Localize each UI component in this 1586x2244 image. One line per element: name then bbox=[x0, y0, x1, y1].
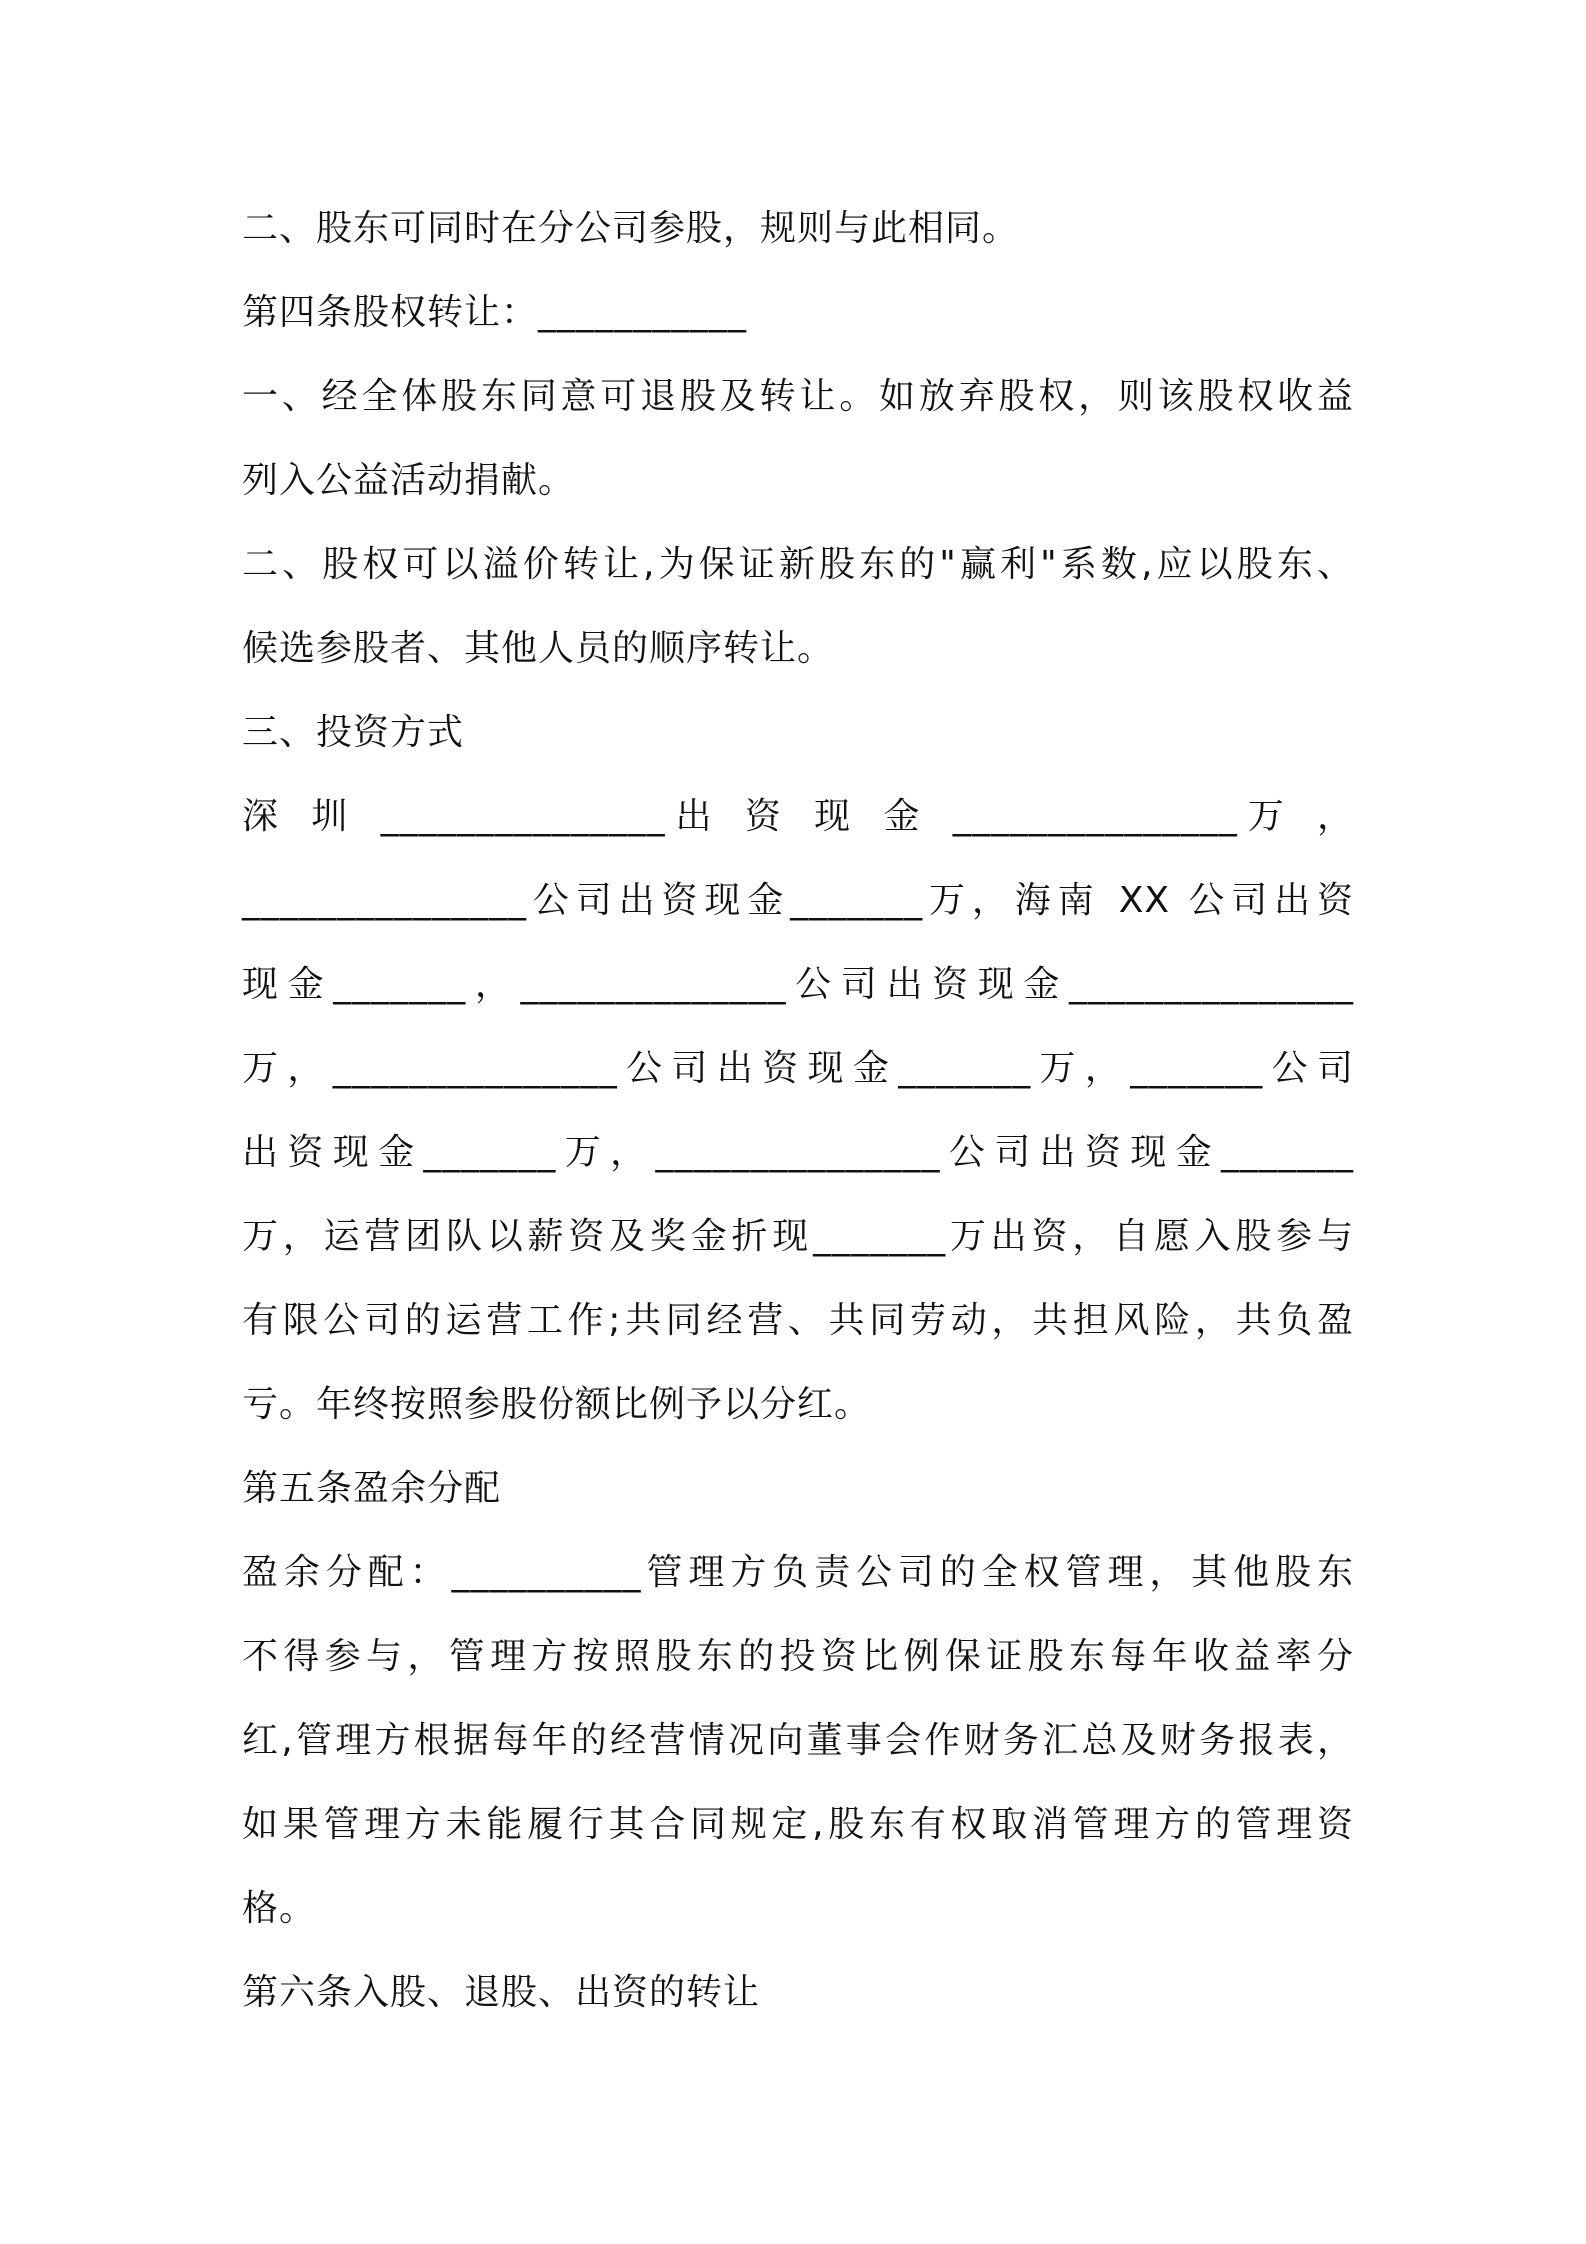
paragraph-line: 二、股东可同时在分公司参股，规则与此相同。 bbox=[242, 208, 1020, 249]
paragraph-line: 深 圳 _______________出 资 现 金 _______________万 ， bbox=[242, 796, 1354, 837]
paragraph-line: _______________公司出资现金_______万，海南 XX 公司出资 bbox=[242, 880, 1354, 921]
paragraph-line: 列入公益活动捐献。 bbox=[242, 460, 576, 501]
paragraph-line: 红,管理方根据每年的经营情况向董事会作财务汇总及财务报表， bbox=[242, 1720, 1354, 1761]
paragraph-line: 盈余分配：__________管理方负责公司的全权管理，其他股东 bbox=[242, 1552, 1354, 1593]
paragraph-line: 一、经全体股东同意可退股及转让。如放弃股权，则该股权收益 bbox=[242, 376, 1354, 417]
paragraph-line: 如果管理方未能履行其合同规定,股东有权取消管理方的管理资 bbox=[242, 1804, 1354, 1845]
article-heading: 第四条股权转让：___________ bbox=[242, 292, 748, 333]
paragraph-line: 万，运营团队以薪资及奖金折现_______万出资，自愿入股参与 bbox=[242, 1216, 1354, 1257]
paragraph-line: 现金_______，______________公司出资现金_______________ bbox=[242, 964, 1354, 1005]
paragraph-line: 不得参与，管理方按照股东的投资比例保证股东每年收益率分 bbox=[242, 1636, 1354, 1677]
paragraph-line: 亏。年终按照参股份额比例予以分红。 bbox=[242, 1384, 872, 1425]
article-heading: 第五条盈余分配 bbox=[242, 1468, 502, 1509]
paragraph-line: 格。 bbox=[242, 1888, 317, 1929]
document-page bbox=[242, 0, 1354, 2244]
article-heading: 第六条入股、退股、出资的转让 bbox=[242, 1972, 761, 2013]
paragraph-line: 候选参股者、其他人员的顺序转让。 bbox=[242, 628, 835, 669]
paragraph-line: 万，_______________公司出资现金_______万，_______公司 bbox=[242, 1048, 1354, 1089]
paragraph-line: 出资现金_______万，_______________公司出资现金_______ bbox=[242, 1132, 1354, 1173]
paragraph-line: 有限公司的运营工作;共同经营、共同劳动，共担风险，共负盈 bbox=[242, 1300, 1354, 1341]
section-heading: 三、投资方式 bbox=[242, 712, 465, 753]
paragraph-line: 二、股权可以溢价转让,为保证新股东的"赢利"系数,应以股东、 bbox=[242, 544, 1354, 585]
